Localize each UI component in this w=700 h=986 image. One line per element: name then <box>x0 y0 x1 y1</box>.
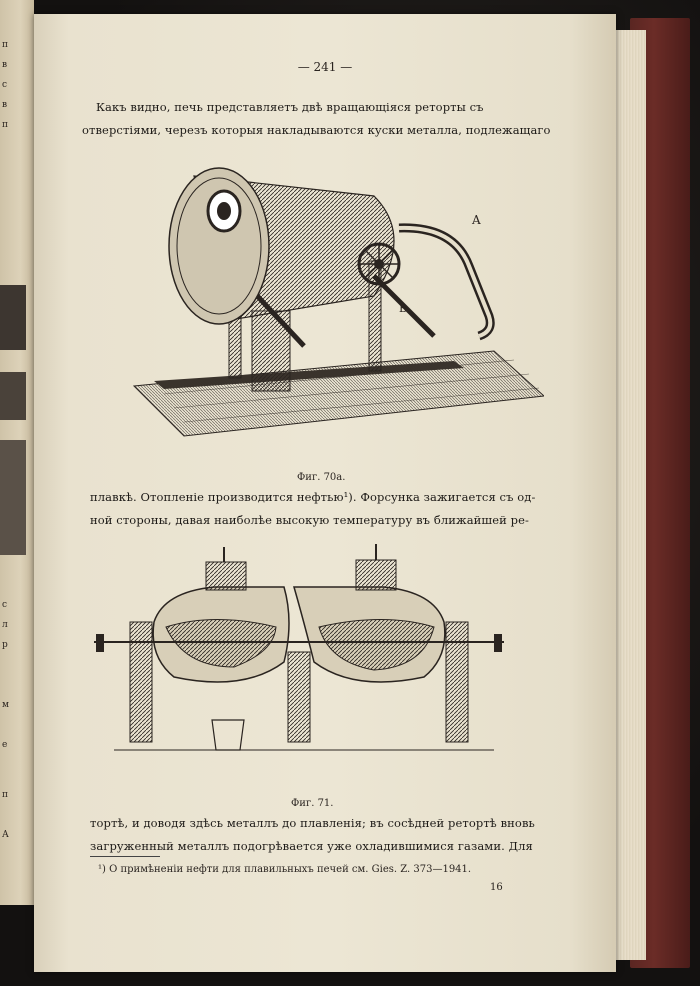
previous-page <box>0 0 34 905</box>
figure-furnace-section <box>94 542 514 762</box>
footnote-rule <box>90 856 160 857</box>
paragraph-middle <box>90 486 610 532</box>
text-line: тортѣ, и доводя здѣсь металлъ до плавленія; въ сосѣдней ретортѣ вновь <box>90 816 535 830</box>
footnote: ¹) О примѣненіи нефти для плавильныхъ печей см. Gies. Z. 373—1941. <box>98 864 472 875</box>
printer-signature: 16 <box>490 882 503 893</box>
previous-page-text-fragment: п <box>2 790 8 800</box>
previous-page-text-fragment: п <box>2 120 8 130</box>
previous-page-text-fragment: А <box>2 830 9 840</box>
previous-page-text-fragment: е <box>2 740 8 750</box>
figure-label-b: B <box>399 302 408 315</box>
figure-rotary-furnace <box>74 136 544 456</box>
previous-page-illustration <box>0 372 26 420</box>
text-line: Какъ видно, печь представляетъ двѣ вращающіяся реторты съ <box>96 100 484 114</box>
previous-page-text-fragment: р <box>2 640 8 650</box>
previous-page-text-fragment: л <box>2 620 8 630</box>
previous-page-text-fragment: с <box>2 80 8 90</box>
previous-page-text-fragment: м <box>2 700 10 710</box>
paragraph-bottom <box>90 812 610 858</box>
text-line: ной стороны, давая наиболѣе высокую температуру въ ближайшей ре- <box>90 513 529 527</box>
figure-label-a: A <box>472 213 481 227</box>
previous-page-text-fragment: п <box>2 40 8 50</box>
previous-page-illustration <box>0 440 26 555</box>
text-line: отверстіями, черезъ которыя накладываются куски металла, подлежащаго <box>82 123 551 137</box>
page-number: — 241 — <box>297 60 353 74</box>
text-line: загруженный металлъ подогрѣвается уже охладившимися газами. Для <box>90 839 533 853</box>
previous-page-text-fragment: в <box>2 60 8 70</box>
text-line: плавкѣ. Отопленіе производится нефтью¹). Форсунка зажигается съ од- <box>90 490 536 504</box>
book-page <box>34 14 616 972</box>
previous-page-text-fragment: в <box>2 100 8 110</box>
figure-caption-71: Фиг. 71. <box>291 798 334 809</box>
previous-page-illustration <box>0 285 26 350</box>
figure-caption-70a: Фиг. 70а. <box>297 472 346 483</box>
previous-page-text-fragment: с <box>2 600 8 610</box>
